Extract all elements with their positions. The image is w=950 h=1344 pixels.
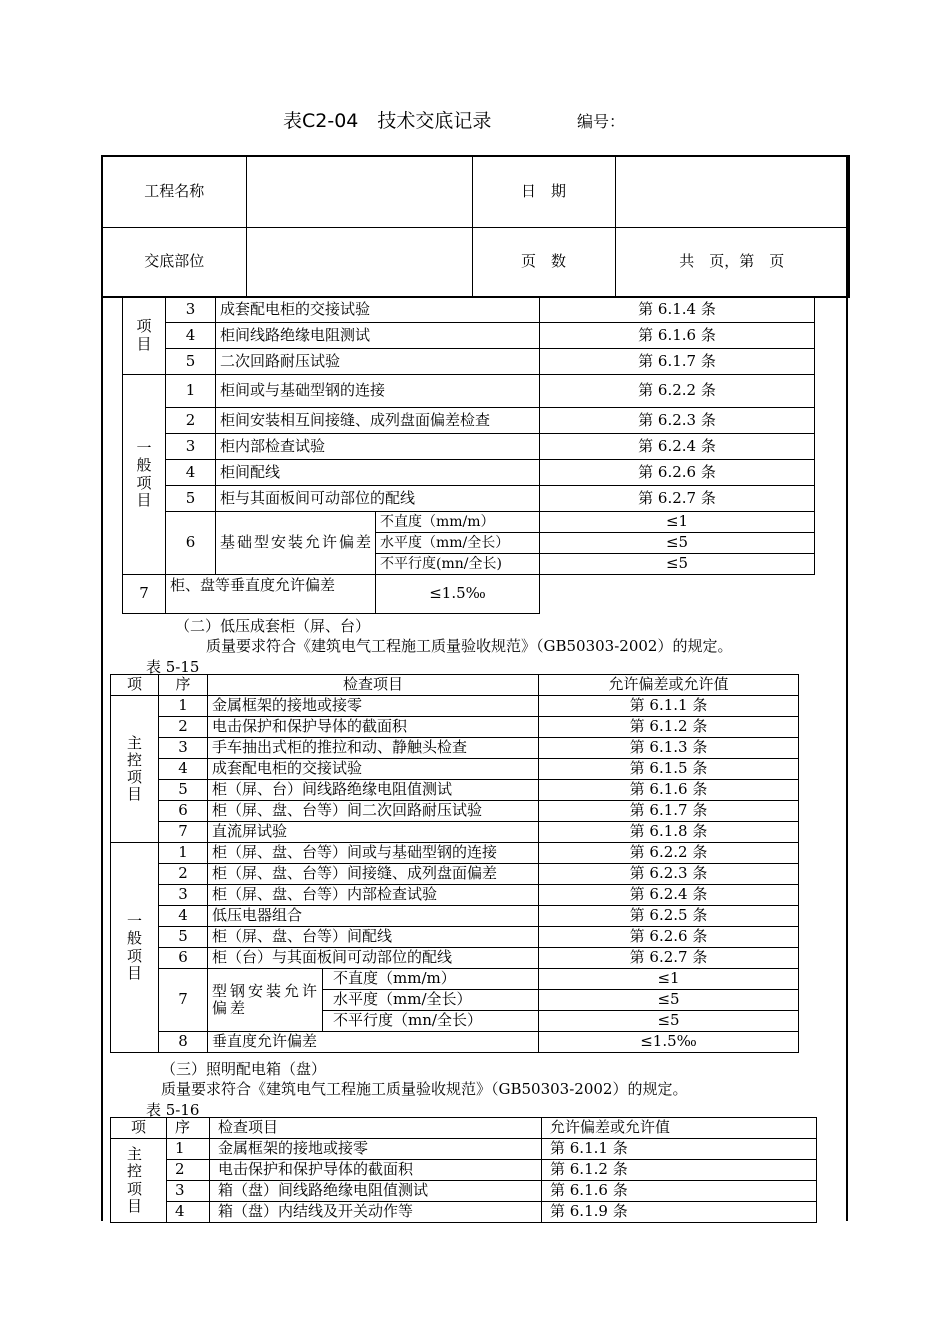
row-no: 3 [166,297,216,323]
row-value: 第 6.1.6 条 [540,323,815,349]
row-no: 2 [159,717,208,738]
row-no: 2 [159,864,208,885]
row-no: 7 [159,822,208,843]
row-value: 第 6.2.7 条 [540,486,815,512]
row-value: 第 6.1.7 条 [540,349,815,375]
row-value: 第 6.1.4 条 [540,297,815,323]
row-item: 基础型安装允许偏差 [216,512,376,575]
table-row [123,575,815,614]
row-value: 第 6.2.2 条 [540,375,815,408]
sub-label: 水平度（mm/全长） [376,533,540,554]
header-col: 检查项目 [208,675,539,696]
row-item: 柜间线路绝缘电阻测试 [216,323,540,349]
row-no: 3 [159,885,208,906]
sub-label: 不直度（mm/m） [323,969,539,990]
group-main-label: 主控项目 [111,1139,167,1223]
header-col: 允许偏差或允许值 [539,675,799,696]
row-value: 第 6.2.4 条 [539,885,799,906]
group-general-label: 一般项目 [123,375,166,575]
row-item: 金属框架的接地或接零 [210,1139,542,1160]
row-item: 柜间安装相互间接缝、成列盘面偏差检查 [216,408,540,434]
sub-label: 不平行度（mn/全长） [323,1011,539,1032]
table-row [111,843,799,864]
row-value: 第 6.2.2 条 [539,843,799,864]
table-row [111,906,799,927]
row-no: 5 [166,349,216,375]
row-value: 第 6.1.1 条 [539,696,799,717]
section3-heading: （三）照明配电箱（盘） [161,1060,327,1078]
header-col: 项 [111,675,159,696]
table-row [111,1032,799,1053]
section2-table-label: 表 5-15 [146,658,200,676]
table-row [111,696,799,717]
row-value: 第 6.1.6 条 [539,780,799,801]
row-item: 手车抽出式柜的推拉和动、静触头检查 [208,738,539,759]
row-item: 垂直度允许偏差 [208,1032,539,1053]
row-item: 型钢安装允许偏差 [208,969,323,1032]
row-item: 二次回路耐压试验 [216,349,540,375]
row-value: 第 6.1.7 条 [539,801,799,822]
row-value: 第 6.1.9 条 [542,1202,817,1223]
row-value: 第 6.1.6 条 [542,1181,817,1202]
table-header-row [111,1118,817,1139]
table-row [123,512,815,533]
table-row [111,885,799,906]
row-item: 柜（屏、台）间线路绝缘电阻值测试 [208,780,539,801]
table-switchgear-continued [122,296,815,614]
table-row [123,434,815,460]
row-value: 第 6.1.2 条 [542,1160,817,1181]
table-row [111,1202,817,1223]
header-col: 序 [167,1118,210,1139]
table-5-16 [110,1117,817,1223]
row-no: 1 [166,375,216,408]
table-row [111,717,799,738]
row-no: 6 [159,801,208,822]
row-value: 第 6.2.6 条 [539,927,799,948]
table-header-row [111,675,799,696]
row-value: 第 6.1.1 条 [542,1139,817,1160]
row-value: ≤1.5‰ [376,575,540,614]
group-main-label: 项目 [123,297,166,375]
sub-label: 不直度（mm/m） [376,512,540,533]
row-value: 第 6.1.2 条 [539,717,799,738]
row-no: 3 [166,434,216,460]
sub-label: 不平行度(mn/全长) [376,554,540,575]
row-no: 3 [167,1181,210,1202]
number-label: 编号： [577,112,626,131]
row-no: 6 [159,948,208,969]
row-value: 第 6.2.7 条 [539,948,799,969]
row-value: ≤5 [540,554,815,575]
row-item: 电击保护和保护导体的截面积 [210,1160,542,1181]
date-value[interactable] [615,156,849,227]
row-item: 成套配电柜的交接试验 [208,759,539,780]
row-no: 1 [159,843,208,864]
row-no: 7 [159,969,208,1032]
project-name-label: 工程名称 [102,156,246,227]
table-5-15 [110,674,799,1053]
row-value: 第 6.2.5 条 [539,906,799,927]
row-no: 2 [167,1160,210,1181]
table-row [123,297,815,323]
section3-table-label: 表 5-16 [146,1101,200,1119]
table-row [111,864,799,885]
row-item: 电击保护和保护导体的截面积 [208,717,539,738]
section3-requirement: 质量要求符合《建筑电气工程施工质量验收规范》（GB50303-2002）的规定。 [161,1080,688,1098]
table-row [111,801,799,822]
table-row [123,486,815,512]
row-item: 柜（屏、盘、台等）间接缝、成列盘面偏差 [208,864,539,885]
row-item: 柜（台）与其面板间可动部位的配线 [208,948,539,969]
row-no: 4 [159,906,208,927]
table-row [111,738,799,759]
row-value: 第 6.1.3 条 [539,738,799,759]
header-col: 允许偏差或允许值 [542,1118,817,1139]
row-value: 第 6.2.4 条 [540,434,815,460]
row-value: ≤5 [540,533,815,554]
row-item: 柜与其面板间可动部位的配线 [216,486,540,512]
location-label: 交底部位 [102,227,246,297]
row-item: 成套配电柜的交接试验 [216,297,540,323]
table-row [111,969,799,990]
group-main-label: 主控项目 [111,696,159,843]
row-item: 柜间或与基础型钢的连接 [216,375,540,408]
table-row [123,349,815,375]
row-item: 柜间配线 [216,460,540,486]
row-item: 柜（屏、盘、台等）内部检查试验 [208,885,539,906]
sub-label: 水平度（mm/全长） [323,990,539,1011]
row-value: ≤1 [539,969,799,990]
page-title: 表C2-04 技术交底记录 [283,110,492,132]
table-row [111,1139,817,1160]
row-item: 柜（屏、盘、台等）间或与基础型钢的连接 [208,843,539,864]
row-value: 第 6.2.3 条 [539,864,799,885]
table-row [123,323,815,349]
project-name-value[interactable] [246,156,472,227]
location-value[interactable] [246,227,472,297]
table-row [123,460,815,486]
row-no: 5 [159,927,208,948]
row-item: 柜、盘等垂直度允许偏差 [166,575,376,614]
row-item: 直流屏试验 [208,822,539,843]
row-no: 3 [159,738,208,759]
pages-value: 共 页，第 页 [615,227,849,297]
section2-requirement: 质量要求符合《建筑电气工程施工质量验收规范》（GB50303-2002）的规定。 [206,637,733,655]
row-no: 4 [166,323,216,349]
section2-heading: （二）低压成套柜（屏、台） [175,617,371,635]
row-no: 8 [159,1032,208,1053]
header-col: 序 [159,675,208,696]
table-row [111,822,799,843]
row-value: ≤5 [539,990,799,1011]
row-value: 第 6.2.6 条 [540,460,815,486]
row-value: ≤5 [539,1011,799,1032]
row-item: 柜（屏、盘、台等）间二次回路耐压试验 [208,801,539,822]
table-row [111,927,799,948]
table-row [123,408,815,434]
date-label: 日 期 [472,156,615,227]
table-row [111,1181,817,1202]
row-no: 2 [166,408,216,434]
row-no: 5 [166,486,216,512]
row-item: 柜（屏、盘、台等）间配线 [208,927,539,948]
row-value: 第 6.2.3 条 [540,408,815,434]
table-row [111,948,799,969]
row-value: ≤1.5‰ [539,1032,799,1053]
info-table [101,155,850,298]
row-item: 箱（盘）间线路绝缘电阻值测试 [210,1181,542,1202]
row-no: 4 [166,460,216,486]
table-row [111,1160,817,1181]
row-no: 6 [166,512,216,575]
table-row [123,375,815,408]
row-item: 箱（盘）内结线及开关动作等 [210,1202,542,1223]
row-item: 低压电器组合 [208,906,539,927]
row-no: 1 [167,1139,210,1160]
row-no: 4 [159,759,208,780]
row-no: 5 [159,780,208,801]
table-row [111,780,799,801]
row-value: 第 6.1.8 条 [539,822,799,843]
header-col: 检查项目 [210,1118,542,1139]
pages-label: 页 数 [472,227,615,297]
row-no: 4 [167,1202,210,1223]
row-item: 柜内部检查试验 [216,434,540,460]
row-value: 第 6.1.5 条 [539,759,799,780]
group-general-label: 一般项目 [111,843,159,1053]
row-no: 1 [159,696,208,717]
table-row [111,759,799,780]
row-value: ≤1 [540,512,815,533]
row-no: 7 [123,575,166,614]
header-col: 项 [111,1118,167,1139]
row-item: 金属框架的接地或接零 [208,696,539,717]
